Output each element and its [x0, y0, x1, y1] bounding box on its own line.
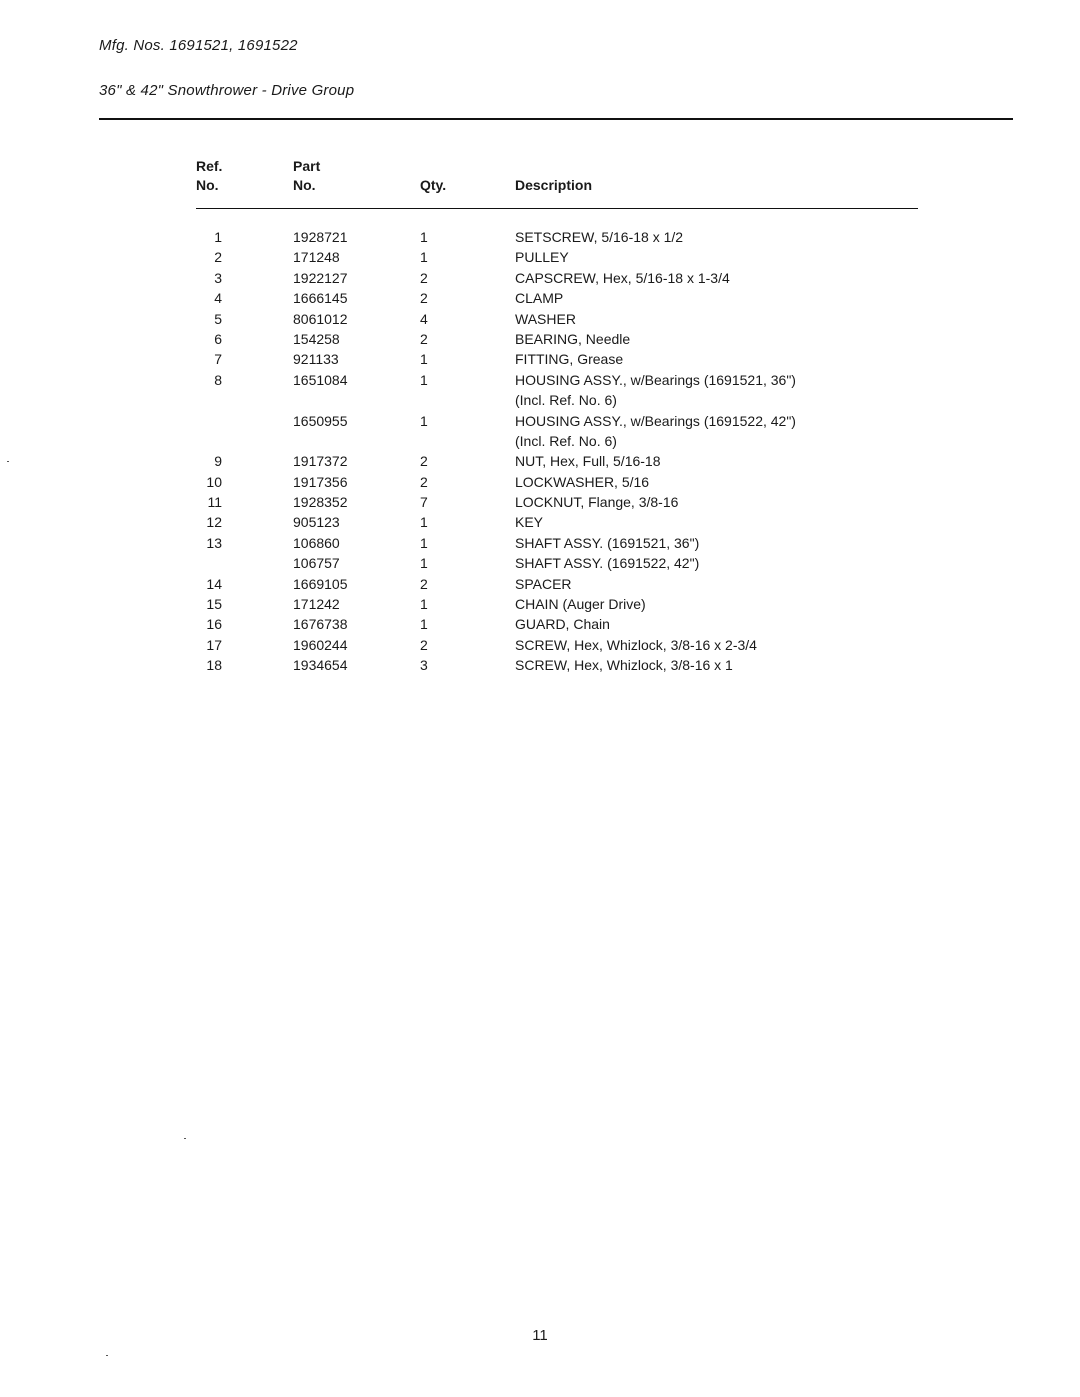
part-number-cell: 1934654	[293, 657, 348, 674]
table-row	[0, 472, 1080, 492]
description-header: Description	[515, 177, 593, 193]
description-cell: (Incl. Ref. No. 6)	[515, 392, 617, 409]
part-header: Part No.	[293, 158, 321, 193]
qty-cell: 1	[420, 555, 428, 572]
ref-cell: 5	[214, 310, 222, 327]
description-cell: NUT, Hex, Full, 5/16-18	[515, 453, 661, 470]
description-cell: SHAFT ASSY. (1691522, 42")	[515, 555, 700, 572]
qty-cell: 2	[420, 453, 428, 470]
ref-cell: 12	[206, 514, 222, 531]
ref-header: Ref. No.	[196, 158, 223, 193]
table-row	[0, 370, 1080, 390]
description-cell: BEARING, Needle	[515, 330, 631, 347]
parts-table	[0, 227, 1080, 676]
description-cell: FITTING, Grease	[515, 351, 624, 368]
part-number-cell: 8061012	[293, 310, 348, 327]
qty-cell: 1	[420, 596, 428, 613]
qty-cell: 2	[420, 575, 428, 592]
table-row	[0, 533, 1080, 553]
description-cell: LOCKWASHER, 5/16	[515, 473, 650, 490]
part-number-cell: 1669105	[293, 575, 348, 592]
table-row	[0, 309, 1080, 329]
description-cell: GUARD, Chain	[515, 616, 610, 633]
table-row	[0, 512, 1080, 532]
description-cell: SCREW, Hex, Whizlock, 3/8-16 x 2-3/4	[515, 636, 757, 653]
description-cell: CLAMP	[515, 290, 564, 307]
part-number-cell: 1676738	[293, 616, 348, 633]
description-cell: HOUSING ASSY., w/Bearings (1691521, 36")	[515, 371, 796, 388]
part-number-cell: 1928352	[293, 494, 348, 511]
scan-speck	[106, 1355, 108, 1356]
table-row	[0, 268, 1080, 288]
table-row	[0, 247, 1080, 267]
table-row	[0, 411, 1080, 431]
part-number-cell: 905123	[293, 514, 340, 531]
part-number-cell: 154258	[293, 330, 340, 347]
description-cell: (Incl. Ref. No. 6)	[515, 432, 617, 449]
table-row	[0, 594, 1080, 614]
ref-cell: 10	[206, 473, 222, 490]
table-row	[0, 288, 1080, 308]
part-number-cell: 171242	[293, 596, 340, 613]
qty-cell: 2	[420, 269, 428, 286]
table-row	[0, 431, 1080, 451]
description-cell: SHAFT ASSY. (1691521, 36")	[515, 534, 700, 551]
ref-cell: 9	[214, 453, 222, 470]
part-number-cell: 171248	[293, 249, 340, 266]
description-cell: CAPSCREW, Hex, 5/16-18 x 1-3/4	[515, 269, 730, 286]
description-cell: WASHER	[515, 310, 576, 327]
ref-cell: 15	[206, 596, 222, 613]
table-row	[0, 635, 1080, 655]
description-cell: KEY	[515, 514, 544, 531]
ref-cell: 1	[214, 229, 222, 245]
page-number: 11	[532, 1327, 548, 1344]
part-number-cell: 1917356	[293, 473, 348, 490]
part-number-cell: 1651084	[293, 371, 348, 388]
qty-cell: 1	[420, 371, 428, 388]
table-row	[0, 655, 1080, 675]
qty-cell: 7	[420, 494, 428, 511]
ref-cell: 18	[206, 657, 222, 674]
table-row	[0, 227, 1080, 247]
description-cell: HOUSING ASSY., w/Bearings (1691522, 42")	[515, 412, 796, 429]
ref-cell: 6	[214, 330, 222, 347]
description-cell: PULLEY	[515, 249, 569, 266]
description-cell: SPACER	[515, 575, 572, 592]
part-number-cell: 921133	[293, 351, 339, 368]
part-number-cell: 1917372	[293, 453, 348, 470]
qty-cell: 3	[420, 657, 428, 674]
table-row	[0, 574, 1080, 594]
qty-cell: 1	[420, 229, 428, 245]
ref-cell: 3	[214, 269, 222, 286]
ref-cell: 14	[206, 575, 222, 592]
qty-cell: 2	[420, 473, 428, 490]
ref-cell: 4	[214, 290, 222, 307]
table-row	[0, 349, 1080, 369]
part-number-cell: 106757	[293, 555, 340, 572]
description-cell: SCREW, Hex, Whizlock, 3/8-16 x 1	[515, 657, 733, 674]
ref-cell: 11	[207, 494, 222, 511]
qty-cell: 2	[420, 330, 428, 347]
table-row	[0, 390, 1080, 410]
part-number-cell: 1922127	[293, 269, 348, 286]
header-rule	[99, 118, 1013, 120]
scan-speck	[7, 461, 9, 462]
ref-cell: 8	[214, 371, 222, 388]
table-row	[0, 451, 1080, 471]
qty-cell: 4	[420, 310, 428, 327]
table-header-rule	[196, 208, 918, 209]
qty-cell: 1	[420, 616, 428, 633]
qty-cell: 1	[420, 351, 428, 368]
table-row	[0, 492, 1080, 512]
ref-cell: 16	[206, 616, 222, 633]
part-number-cell: 106860	[293, 534, 340, 551]
table-row	[0, 614, 1080, 634]
manufacturer-numbers: Mfg. Nos. 1691521, 1691522	[99, 37, 298, 54]
qty-cell: 2	[420, 290, 428, 307]
qty-cell: 2	[420, 636, 428, 653]
ref-cell: 7	[214, 351, 222, 368]
description-cell: SETSCREW, 5/16-18 x 1/2	[515, 229, 684, 245]
description-cell: CHAIN (Auger Drive)	[515, 596, 646, 613]
qty-cell: 1	[420, 514, 428, 531]
qty-cell: 1	[420, 249, 428, 266]
ref-cell: 2	[214, 249, 222, 266]
ref-cell: 13	[206, 534, 222, 551]
part-number-cell: 1650955	[293, 412, 348, 429]
qty-cell: 1	[420, 534, 428, 551]
part-number-cell: 1960244	[293, 636, 348, 653]
part-number-cell: 1928721	[293, 229, 348, 245]
table-row	[0, 329, 1080, 349]
group-title: 36" & 42" Snowthrower - Drive Group	[99, 82, 355, 99]
qty-header: Qty.	[420, 177, 447, 193]
ref-cell: 17	[206, 636, 222, 653]
part-number-cell: 1666145	[293, 290, 348, 307]
scan-speck	[184, 1138, 186, 1139]
table-row	[0, 553, 1080, 573]
qty-cell: 1	[420, 412, 428, 429]
description-cell: LOCKNUT, Flange, 3/8-16	[515, 494, 679, 511]
